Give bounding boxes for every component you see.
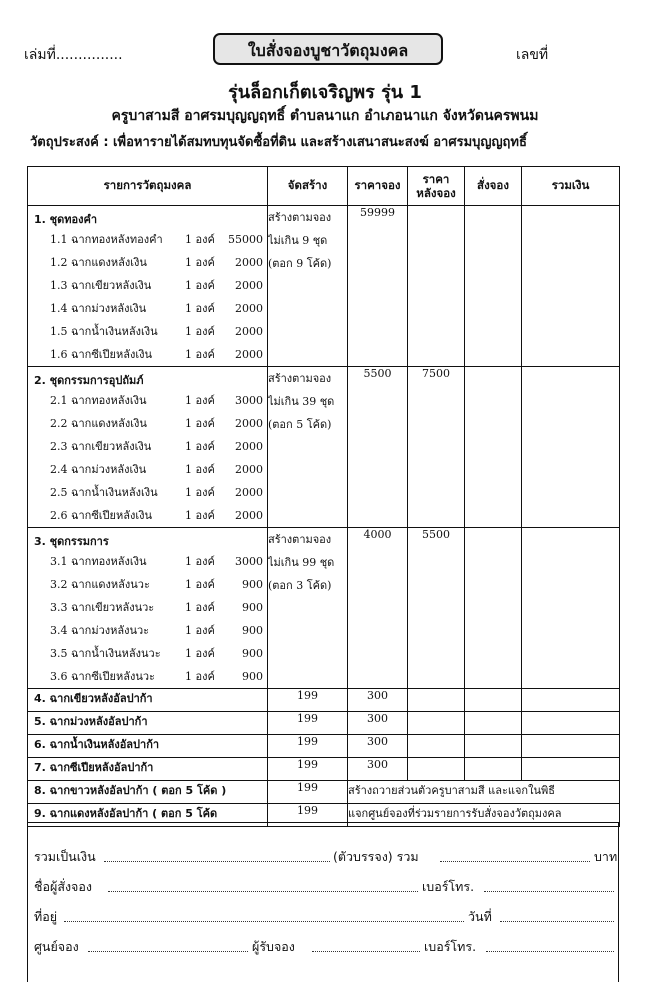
order-cell[interactable] — [465, 528, 522, 689]
list-item — [28, 665, 267, 688]
item-price: 2000 — [235, 417, 263, 430]
item-qty: 1 องค์ — [185, 417, 215, 430]
item-qty: 1 องค์ — [185, 486, 215, 499]
made-cell: 199 — [268, 712, 348, 735]
item-qty: 1 องค์ — [185, 463, 215, 476]
item-name: 6. ฉากน้ำเงินหลังอัลปาก้า — [28, 735, 268, 758]
reserve-price-cell: 4000 — [348, 528, 408, 689]
item-qty: 1 องค์ — [185, 233, 215, 246]
written-amount-field[interactable] — [440, 861, 590, 862]
total-amount-field[interactable] — [104, 861, 330, 862]
group-row — [28, 367, 620, 528]
item-name: 3.3 ฉากเขียวหลังนวะ — [50, 601, 155, 614]
written-amount-label: (ตัวบรรจง) รวม — [333, 849, 419, 864]
group-items-cell — [28, 206, 268, 367]
order-cell[interactable] — [465, 206, 522, 367]
made-cell: 199 — [268, 804, 348, 827]
item-name: 2.5 ฉากน้ำเงินหลังเงิน — [50, 486, 158, 499]
date-label: วันที่ — [468, 909, 492, 924]
group-title: 1. ชุดทองคำ — [34, 213, 98, 226]
item-price: 2000 — [235, 302, 263, 315]
item-name: 1.4 ฉากม่วงหลังเงิน — [50, 302, 147, 315]
item-price: 55000 — [228, 233, 263, 246]
item-name: 1.6 ฉากซีเปียหลังเงิน — [50, 348, 152, 361]
list-item — [28, 297, 267, 320]
total-cell[interactable] — [522, 367, 620, 528]
order-cell[interactable] — [465, 735, 522, 758]
note-cell: สร้างถวายส่วนตัวครูบาสามสี และแจกในพิธี — [348, 781, 620, 804]
item-price: 900 — [242, 601, 263, 614]
group-title: 2. ชุดกรรมการอุปถัมภ์ — [34, 374, 144, 387]
item-price: 2000 — [235, 440, 263, 453]
item-qty: 1 องค์ — [185, 440, 215, 453]
list-item — [28, 550, 267, 573]
list-item — [28, 458, 267, 481]
purpose-line: วัตถุประสงค์ : เพื่อหารายได้สมทบทุนจัดซื้อที่ดิน และสร้างเสนาสนะสงฆ์ อาศรมบุญญฤทธิ์ — [30, 135, 527, 150]
phone-label: เบอร์โทร. — [422, 879, 475, 894]
made-cell — [268, 528, 348, 689]
baht-label: บาท — [594, 849, 618, 864]
group-row — [28, 528, 620, 689]
address-label: ที่อยู่ — [34, 909, 58, 924]
item-qty: 1 องค์ — [185, 348, 215, 361]
orderer-name-label: ชื่อผู้สั่งจอง — [34, 879, 92, 894]
item-name: 1.2 ฉากแดงหลังเงิน — [50, 256, 147, 269]
phone-field[interactable] — [484, 891, 614, 892]
made-line: ไม่เกิน 99 ชุด — [268, 556, 335, 569]
group-title: 3. ชุดกรรมการ — [34, 535, 109, 548]
item-price: 2000 — [235, 509, 263, 522]
made-line: (ตอก 5 โค้ด) — [268, 418, 332, 431]
table-row — [28, 781, 620, 804]
list-item — [28, 274, 267, 297]
col-header-after-price: ราคา หลังจอง — [408, 167, 465, 206]
item-qty: 1 องค์ — [185, 601, 215, 614]
made-line: สร้างตามจอง — [268, 372, 332, 385]
order-form — [27, 822, 619, 982]
date-field[interactable] — [500, 921, 614, 922]
list-item — [28, 343, 267, 366]
temple-line: ครูบาสามสี อาศรมบุญญฤทธิ์ ตำบลนาแก อำเภอนาแก จังหวัดนครพนม — [111, 108, 539, 124]
item-name: 2.3 ฉากเขียวหลังเงิน — [50, 440, 152, 453]
made-line: สร้างตามจอง — [268, 533, 332, 546]
item-name: 8. ฉากขาวหลังอัลปาก้า ( ตอก 5 โค้ด ) — [28, 781, 268, 804]
receiver-field[interactable] — [312, 951, 420, 952]
item-name: 3.2 ฉากแดงหลังนวะ — [50, 578, 150, 591]
reserve-price-cell: 300 — [348, 758, 408, 781]
col-header-made: จัดสร้าง — [268, 167, 348, 206]
order-cell[interactable] — [465, 758, 522, 781]
item-price: 2000 — [235, 279, 263, 292]
made-line: สร้างตามจอง — [268, 211, 332, 224]
after-price-cell: 5500 — [408, 528, 465, 689]
series-title: รุ่นล็อกเก็ตเจริญพร รุ่น 1 — [228, 82, 422, 103]
made-cell — [268, 206, 348, 367]
list-item — [28, 412, 267, 435]
col-header-order: สั่งจอง — [465, 167, 522, 206]
after-price-cell — [408, 735, 465, 758]
item-name: 1.3 ฉากเขียวหลังเงิน — [50, 279, 152, 292]
item-qty: 1 องค์ — [185, 647, 215, 660]
item-price: 2000 — [235, 256, 263, 269]
order-table — [27, 166, 620, 827]
receiver-phone-label: เบอร์โทร. — [424, 939, 477, 954]
group-items-cell — [28, 367, 268, 528]
after-price-cell — [408, 758, 465, 781]
item-name: 1.1 ฉากทองหลังทองคำ — [50, 233, 163, 246]
receiver-label: ผู้รับจอง — [252, 939, 295, 954]
item-price: 900 — [242, 670, 263, 683]
item-price: 2000 — [235, 325, 263, 338]
item-qty: 1 องค์ — [185, 394, 215, 407]
item-qty: 1 องค์ — [185, 670, 215, 683]
col-header-reserve-price: ราคาจอง — [348, 167, 408, 206]
item-qty: 1 องค์ — [185, 279, 215, 292]
center-field[interactable] — [88, 951, 248, 952]
address-field[interactable] — [64, 921, 464, 922]
item-price: 2000 — [235, 463, 263, 476]
made-cell — [268, 367, 348, 528]
item-name: 3.6 ฉากซีเปียหลังนวะ — [50, 670, 155, 683]
item-price: 3000 — [235, 394, 263, 407]
total-cell[interactable] — [522, 735, 620, 758]
list-item — [28, 573, 267, 596]
col-header-items: รายการวัตถุมงคล — [28, 167, 268, 206]
item-name: 1.5 ฉากน้ำเงินหลังเงิน — [50, 325, 158, 338]
list-item — [28, 251, 267, 274]
book-number-label: เล่มที่............... — [24, 47, 123, 63]
order-cell[interactable] — [465, 712, 522, 735]
reserve-price-cell: 300 — [348, 735, 408, 758]
item-price: 900 — [242, 578, 263, 591]
receiver-phone-field[interactable] — [486, 951, 614, 952]
item-price: 900 — [242, 647, 263, 660]
form-title: ใบสั่งจองบูชาวัตถุมงคล — [213, 33, 443, 65]
list-item — [28, 320, 267, 343]
total-cell[interactable] — [522, 712, 620, 735]
item-price: 2000 — [235, 348, 263, 361]
table-row — [28, 735, 620, 758]
made-cell: 199 — [268, 758, 348, 781]
item-name: 5. ฉากม่วงหลังอัลปาก้า — [28, 712, 268, 735]
table-row — [28, 758, 620, 781]
item-name: 9. ฉากแดงหลังอัลปาก้า ( ตอก 5 โค้ด — [28, 804, 268, 827]
made-line: (ตอก 9 โค้ด) — [268, 257, 332, 270]
item-qty: 1 องค์ — [185, 624, 215, 637]
order-cell[interactable] — [465, 689, 522, 712]
table-row — [28, 689, 620, 712]
item-price: 2000 — [235, 486, 263, 499]
item-qty: 1 องค์ — [185, 509, 215, 522]
order-cell[interactable] — [465, 367, 522, 528]
list-item — [28, 619, 267, 642]
total-cell[interactable] — [522, 528, 620, 689]
made-cell: 199 — [268, 781, 348, 804]
made-line: ไม่เกิน 39 ชุด — [268, 395, 335, 408]
item-name: 2.4 ฉากม่วงหลังเงิน — [50, 463, 147, 476]
list-item — [28, 642, 267, 665]
item-name: 3.5 ฉากน้ำเงินหลังนวะ — [50, 647, 161, 660]
center-label: ศูนย์จอง — [34, 939, 79, 954]
table-header-row — [28, 167, 620, 206]
made-cell: 199 — [268, 689, 348, 712]
made-cell: 199 — [268, 735, 348, 758]
item-price: 900 — [242, 624, 263, 637]
reserve-price-cell: 5500 — [348, 367, 408, 528]
group-items-cell — [28, 528, 268, 689]
item-name: 2.6 ฉากซีเปียหลังเงิน — [50, 509, 152, 522]
item-name: 7. ฉากซีเปียหลังอัลปาก้า — [28, 758, 268, 781]
group-row — [28, 206, 620, 367]
reserve-price-cell: 300 — [348, 712, 408, 735]
reserve-price-cell: 59999 — [348, 206, 408, 367]
made-line: (ตอก 3 โค้ด) — [268, 579, 332, 592]
item-name: 4. ฉากเขียวหลังอัลปาก้า — [28, 689, 268, 712]
after-price-cell — [408, 712, 465, 735]
after-price-cell: 7500 — [408, 367, 465, 528]
item-qty: 1 องค์ — [185, 578, 215, 591]
reserve-price-cell: 300 — [348, 689, 408, 712]
item-name: 2.2 ฉากแดงหลังเงิน — [50, 417, 147, 430]
after-price-cell — [408, 689, 465, 712]
list-item — [28, 228, 267, 251]
item-name: 3.4 ฉากม่วงหลังนวะ — [50, 624, 150, 637]
table-row — [28, 712, 620, 735]
item-name: 3.1 ฉากทองหลังเงิน — [50, 555, 147, 568]
total-cell[interactable] — [522, 758, 620, 781]
total-label: รวมเป็นเงิน — [34, 849, 96, 864]
form-number-label: เลขที่ — [516, 47, 549, 63]
item-qty: 1 องค์ — [185, 555, 215, 568]
total-cell[interactable] — [522, 206, 620, 367]
item-qty: 1 องค์ — [185, 325, 215, 338]
item-name: 2.1 ฉากทองหลังเงิน — [50, 394, 147, 407]
list-item — [28, 435, 267, 458]
list-item — [28, 389, 267, 412]
item-price: 3000 — [235, 555, 263, 568]
total-cell[interactable] — [522, 689, 620, 712]
list-item — [28, 596, 267, 619]
item-qty: 1 องค์ — [185, 256, 215, 269]
item-qty: 1 องค์ — [185, 302, 215, 315]
after-price-cell — [408, 206, 465, 367]
note-cell: แจกศูนย์จองที่ร่วมรายการรับสั่งจองวัตถุมงคล — [348, 804, 620, 827]
orderer-name-field[interactable] — [108, 891, 418, 892]
list-item — [28, 481, 267, 504]
col-header-total: รวมเงิน — [522, 167, 620, 206]
list-item — [28, 504, 267, 527]
made-line: ไม่เกิน 9 ชุด — [268, 234, 328, 247]
